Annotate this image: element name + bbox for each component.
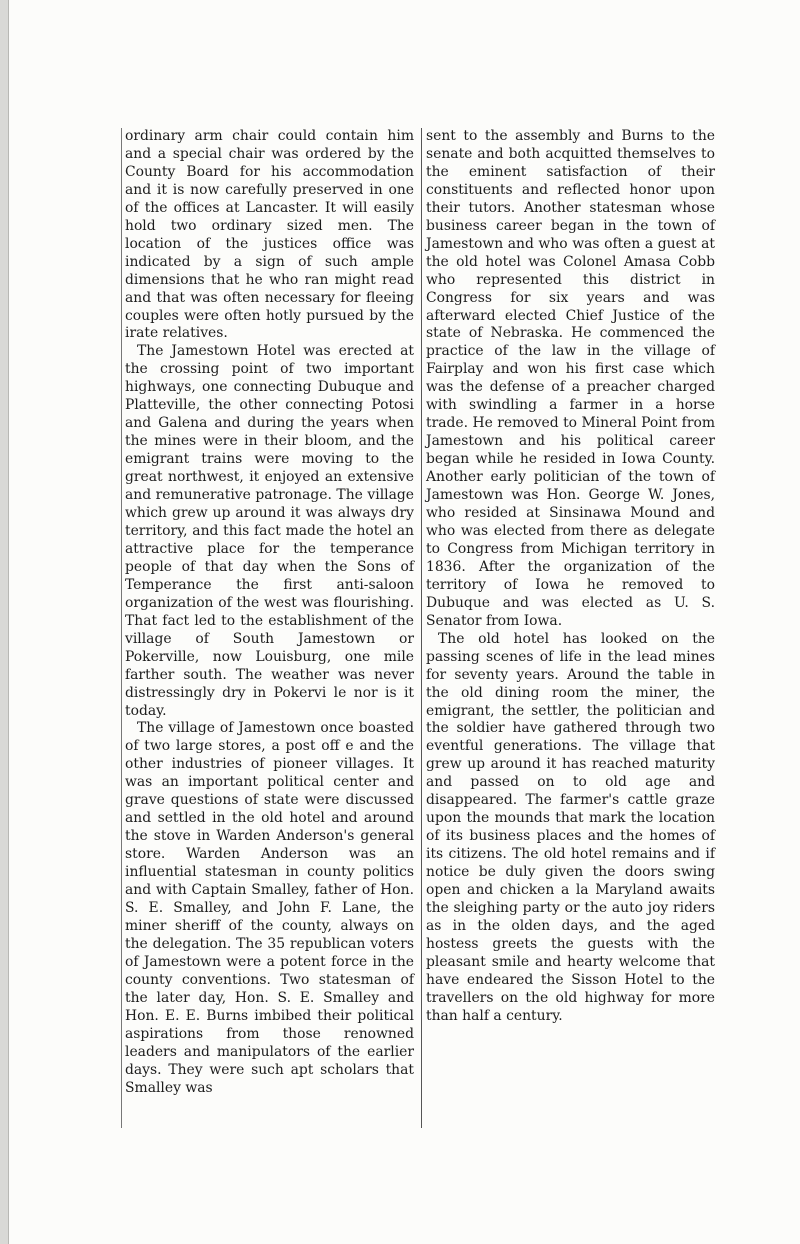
page-binding-edge [0,0,9,1244]
article-column-right [426,128,715,1026]
column-divider [421,128,422,1128]
article-column-left [125,128,414,1097]
paragraph: The old hotel has looked on the passing scenes of life in the lead mines for seventy years. Around the table in the old dining room the miner, the emigrant, the settler, the politician and the soldier have gathered through two eventful generations. The village that grew up around it has reached maturity and passed on to old age and disappeared. The farmer's cattle graze upon the mounds that mark the location of its business places and the homes of its citizens. The old hotel remains and if notice be duly given the doors swing open and chicken a la Maryland awaits the sleighing party or the auto joy riders as in the olden days, and the aged hostess greets the guests with the pleasant smile and hearty welcome that have endeared the Sisson Hotel to the travellers on the old highway for more than half a century. [426,630,715,1024]
newspaper-clipping [121,128,721,1128]
paragraph: The Jamestown Hotel was erected at the crossing point of two important highways, one connecting Dubuque and Platteville, the other connecting Potosi and Galena and during the years when the mines were in their bloom, and the emigrant trains were moving to the great northwest, it enjoyed an extensive and remunerative patronage. The village which grew up around it was always dry territory, and this fact made the hotel an attractive place for the temperance people of that day when the Sons of Temperance the first anti-saloon organization of the west was flourishing. That fact led to the establishment of the village of South Jamestown or Pokerville, now Louisburg, one mile farther south. The weather was never distressingly dry in Pokervi le nor is it today. [125,343,414,719]
column-rule-left [121,128,122,1128]
paragraph: ordinary arm chair could contain him and a special chair was ordered by the County Board for his accommodation and it is now carefully preserved in one of the offices at Lancaster. It will easily hold two ordinary sized men. The location of the justices office was indicated by a sign of such ample dimensions that he who ran might read and that was often necessary for fleeing couples were often hotly pursued by the irate relatives. [125,128,414,342]
paragraph: sent to the assembly and Burns to the senate and both acquitted themselves to the eminent satisfaction of their constituents and reflected honor upon their tutors. Another statesman whose business career began in the town of Jamestown and who was often a guest at the old hotel was Colonel Amasa Cobb who represented this district in Congress for six years and was afterward elected Chief Justice of the state of Nebraska. He commenced the practice of the law in the village of Fairplay and won his first case which was the defense of a preacher charged with swindling a farmer in a horse trade. He removed to Mineral Point from Jamestown and his political career began while he resided in Iowa County. Another early politician of the town of Jamestown was Hon. George W. Jones, who resided at Sinsinawa Mound and who was elected from there as delegate to Congress from Michigan territory in 1836. After the organization of the territory of Iowa he removed to Dubuque and was elected as U. S. Senator from Iowa. [426,128,715,629]
paragraph: The village of Jamestown once boasted of two large stores, a post off e and the other industries of pioneer villages. It was an important political center and grave questions of state were discussed and settled in the old hotel and around the stove in Warden Anderson's general store. Warden Anderson was an influential statesman in county politics and with Captain Smalley, father of Hon. S. E. Smalley, and John F. Lane, the miner sheriff of the county, always on the delegation. The 35 republican voters of Jamestown were a potent force in the county conventions. Two statesman of the later day, Hon. S. E. Smalley and Hon. E. E. Burns imbibed their political aspirations from those renowned leaders and manipulators of the earlier days. They were such apt scholars that Smalley was [125,720,414,1096]
